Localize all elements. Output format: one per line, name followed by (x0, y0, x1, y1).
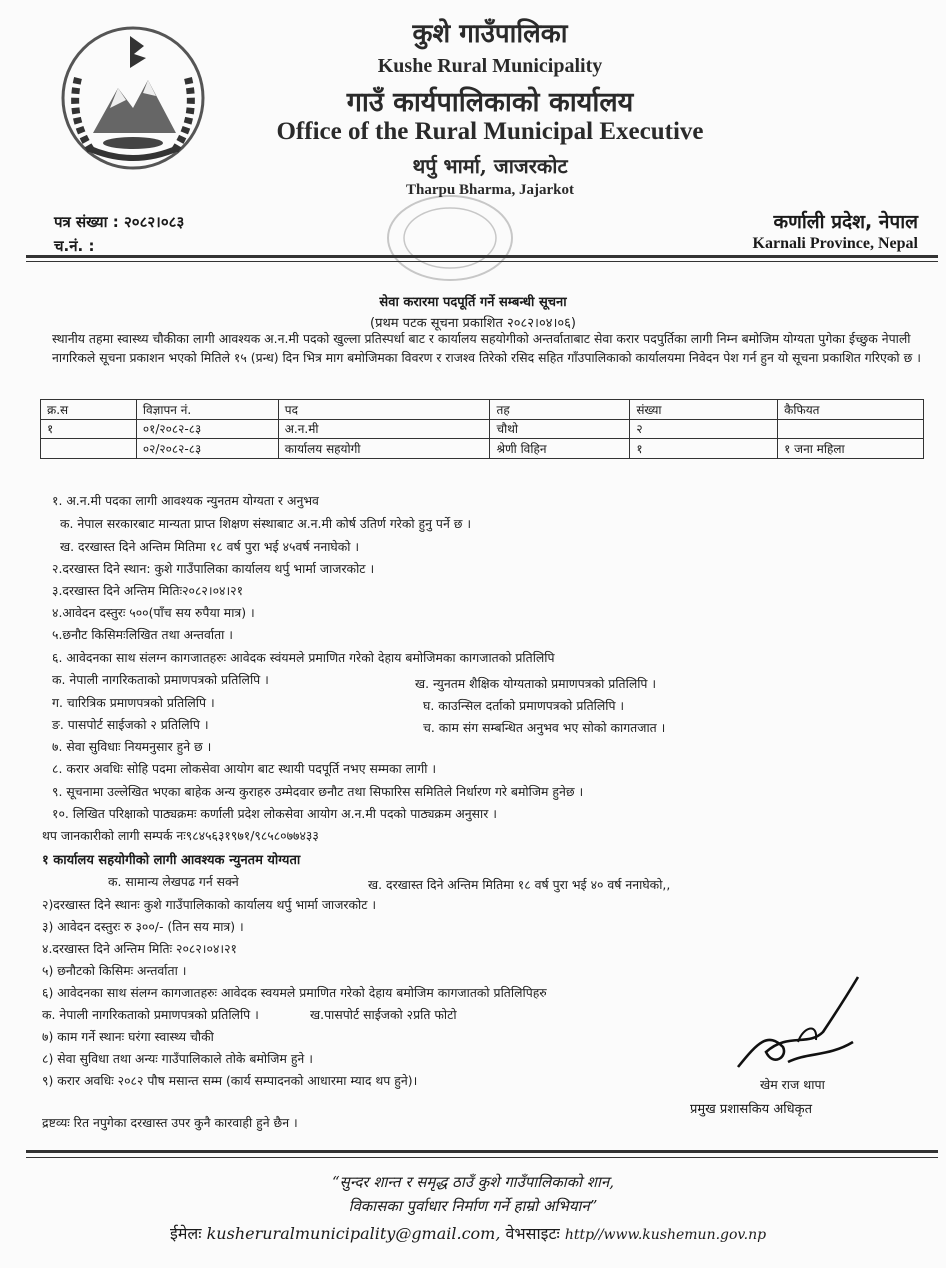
anm-item: च. काम संग सम्बन्धित अनुभव भए सोको कागतजात । (423, 720, 666, 735)
anm-item: ग. चारित्रिक प्रमाणपत्रको प्रतिलिपि । (52, 695, 215, 710)
table-cell: चौथो (490, 419, 630, 439)
location-en: Tharpu Bharma, Jajarkot (406, 182, 574, 198)
anm-item: क. नेपाल सरकारबाट मान्यता प्राप्त शिक्षण संस्थाबाट अ.न.मी कोर्ष उतिर्ण गरेको हुनु पर्ने छ । (60, 516, 472, 531)
table-header-row (41, 400, 924, 420)
table-cell: ०१/२०८२-८३ (136, 419, 278, 439)
header-divider-thin (26, 261, 938, 262)
office-name-en: Office of the Rural Municipal Executive (276, 118, 704, 145)
email-label: ईमेलः (170, 1224, 202, 1243)
table-header-cell: संख्या (630, 400, 778, 420)
dispatch-number: च.नं. : (54, 237, 95, 255)
table-cell (778, 419, 924, 439)
table-cell: १ जना महिला (778, 439, 924, 459)
disclaimer-note: द्रष्टव्यः रित नपुगेका दरखास्त उपर कुनै कारवाही हुने छैन । (42, 1115, 298, 1130)
helper-item: ९) करार अवधिः २०८२ पौष मसान्त सम्म (कार्य सम्पादनको आधारमा म्याद थप हुने)। (42, 1073, 418, 1088)
anm-item: ख. दरखास्त दिने अन्तिम मितिमा १८ वर्ष पुरा भई ४५वर्ष ननाघेको । (60, 539, 360, 554)
helper-item: ख. दरखास्त दिने अन्तिम मितिमा १८ वर्ष पुरा भई ४० वर्ष ननाघेको,, (368, 877, 671, 892)
office-stamp-icon (375, 188, 525, 288)
notice-title: सेवा करारमा पदपूर्ति गर्ने सम्बन्धी सूचना (379, 295, 567, 310)
municipality-name-en: Kushe Rural Municipality (377, 55, 603, 77)
anm-item: ९. सूचनामा उल्लेखित भएका बाहेक अन्य कुराहरु उम्मेदवार छनौट तथा सिफारिस समितिले निर्धारण गरे बमोजिम हुनेछ । (52, 784, 584, 799)
footer-contact (170, 1222, 766, 1244)
table-cell (41, 439, 137, 459)
anm-heading: १. अ.न.मी पदका लागी आवश्यक न्युनतम योग्यता र अनुभव (52, 493, 319, 508)
footer-slogan-line1: “सुन्दर शान्त र समृद्ध ठाउँ कुशे गाउँपालिकाको शान, (332, 1173, 614, 1191)
helper-item: २)दरखास्त दिने स्थानः कुशे गाउँपालिकाको कार्यालय थर्पु भार्मा जाजरकोट । (42, 897, 377, 912)
nepal-emblem-icon (48, 18, 218, 178)
helper-item: ५) छनौटको किसिमः अन्तर्वाता । (42, 963, 187, 978)
signature-icon (728, 972, 868, 1082)
table-header-cell: कैफियत (778, 400, 924, 420)
helper-item: ३) आवेदन दस्तुरः रु ३००/- (तिन सय मात्र) । (42, 919, 244, 934)
table-header-cell: पद (278, 400, 490, 420)
anm-item: १०. लिखित परिक्षाको पाठ्यक्रमः कर्णाली प्रदेश लोकसेवा आयोग अ.न.मी पदको पाठ्यक्रम अनुसार । (52, 806, 497, 821)
reference-number: पत्र संख्या : २०८२।०८३ (54, 213, 185, 231)
anm-item: ७. सेवा सुविधाः नियमनुसार हुने छ । (52, 739, 212, 754)
header-divider (26, 255, 938, 258)
province-np: कर्णाली प्रदेश, नेपाल (773, 211, 918, 233)
table-header-cell: क्र.स (41, 400, 137, 420)
helper-item: ६) आवेदनका साथ संलग्न कागजातहरुः आवेदक स्वयमले प्रमाणित गरेको देहाय बमोजिम कागजातको प्रतिलिपिहरु (42, 985, 547, 1000)
vacancy-table (40, 399, 924, 459)
anm-item: क. नेपाली नागरिकताको प्रमाणपत्रको प्रतिलिपि । (52, 672, 269, 687)
province-en: Karnali Province, Nepal (752, 235, 918, 252)
location-np: थर्पु भार्मा, जाजरकोट (412, 154, 568, 178)
helper-item: क. नेपाली नागरिकताको प्रमाणपत्रको प्रतिलिपि । (42, 1007, 259, 1022)
table-cell: २ (630, 419, 778, 439)
table-cell: श्रेणी विहिन (490, 439, 630, 459)
anm-item: ३.दरखास्त दिने अन्तिम मितिः२०८२।०४।२१ (52, 583, 244, 598)
table-row (41, 419, 924, 439)
anm-item: ख. न्युनतम शैक्षिक योग्यताको प्रमाणपत्रको प्रतिलिपि । (415, 676, 657, 691)
table-cell: ०२/२०८२-८३ (136, 439, 278, 459)
table-cell: १ (41, 419, 137, 439)
table-header-cell: विज्ञापन नं. (136, 400, 278, 420)
helper-heading: १ कार्यालय सहयोगीको लागी आवश्यक न्युनतम योग्यता (42, 853, 301, 868)
contact-info: थप जानकारीको लागी सम्पर्क नः९८४५६३१९७१/९८५८०७७४३३ (42, 828, 319, 843)
table-row (41, 439, 924, 459)
anm-item: २.दरखास्त दिने स्थान: कुशे गाउँपालिका कार्यालय थर्पु भार्मा जाजरकोट । (52, 561, 375, 576)
footer-slogan-line2: विकासका पुर्वाधार निर्माण गर्ने हाम्रो अभियान” (348, 1197, 598, 1215)
office-name-np: गाउँ कार्यपालिकाको कार्यालय (346, 87, 634, 118)
helper-item: ८) सेवा सुविधा तथा अन्यः गाउँपालिकाले तोके बमोजिम हुने । (42, 1051, 313, 1066)
signatory-name: खेम राज थापा (760, 1077, 825, 1092)
anm-item: ५.छनौट किसिमःलिखित तथा अन्तर्वाता । (52, 627, 233, 642)
municipality-name-np: कुशे गाउँपालिका (412, 19, 568, 49)
helper-item: ख.पासपोर्ट साईजको २प्रति फोटो (310, 1007, 457, 1022)
notice-subtitle: (प्रथम पटक सूचना प्रकाशित २०८२।०४।०६) (370, 316, 576, 331)
footer-divider-thin (26, 1157, 938, 1158)
anm-item: घ. काउन्सिल दर्ताको प्रमाणपत्रको प्रतिलिपि । (423, 698, 625, 713)
table-cell: कार्यालय सहयोगी (278, 439, 490, 459)
footer-divider (26, 1150, 938, 1153)
anm-item: ङ. पासपोर्ट साईजको २ प्रतिलिपि । (52, 717, 209, 732)
notice-intro: स्थानीय तहमा स्वास्थ्य चौकीका लागी आवश्यक अ.न.मी पदको खुल्ला प्रतिस्पर्धा बाट र कार्यालय सहयोगीको अन्तर्वाताबाट सेवा करार पदपुर्तिका लागी निम्न बमोजिम योग्यता पुगेका ईच्छुक नेपाली नागरिकले सूचना प्रकाशन भएको मितिले १५ (प्रन्ध) दिन भित्र माग बमोजिमका विवरण र राजश्व तिरेको रसिद सहित गाँउपालिकाको कार्यालयमा निवेदन पेश गर्न हुन यो सूचना प्रकाशित गरिएको छ । (52, 331, 921, 365)
helper-item: ७) काम गर्ने स्थानः घरंगा स्वास्थ्य चौकी (42, 1029, 214, 1044)
website-label: वेभसाइटः (505, 1224, 560, 1243)
anm-item: ४.आवेदन दस्तुरः ५००(पाँच सय रुपैया मात्र) । (52, 605, 255, 620)
helper-item: ४.दरखास्त दिने अन्तिम मितिः २०८२।०४।२१ (42, 941, 237, 956)
website-link[interactable]: http//www.kushemun.gov.np (564, 1227, 767, 1243)
helper-item: क. सामान्य लेखपढ गर्न सक्ने (108, 874, 239, 889)
anm-item: ६. आवेदनका साथ संलग्न कागजातहरुः आवेदक स्वंयमले प्रमाणित गरेको देहाय बमोजिमका कागजातको प्रतिलिपि (52, 650, 555, 665)
signatory-role: प्रमुख प्रशासकिय अधिकृत (690, 1102, 813, 1117)
anm-item: ८. करार अवधिः सोहि पदमा लोकसेवा आयोग बाट स्थायी पदपूर्ति नभए सम्मका लागी । (52, 761, 437, 776)
table-cell: अ.न.मी (278, 419, 490, 439)
table-header-cell: तह (490, 400, 630, 420)
email-link[interactable]: kusheruralmunicipality@gmail.com, (206, 1224, 501, 1243)
table-cell: १ (630, 439, 778, 459)
